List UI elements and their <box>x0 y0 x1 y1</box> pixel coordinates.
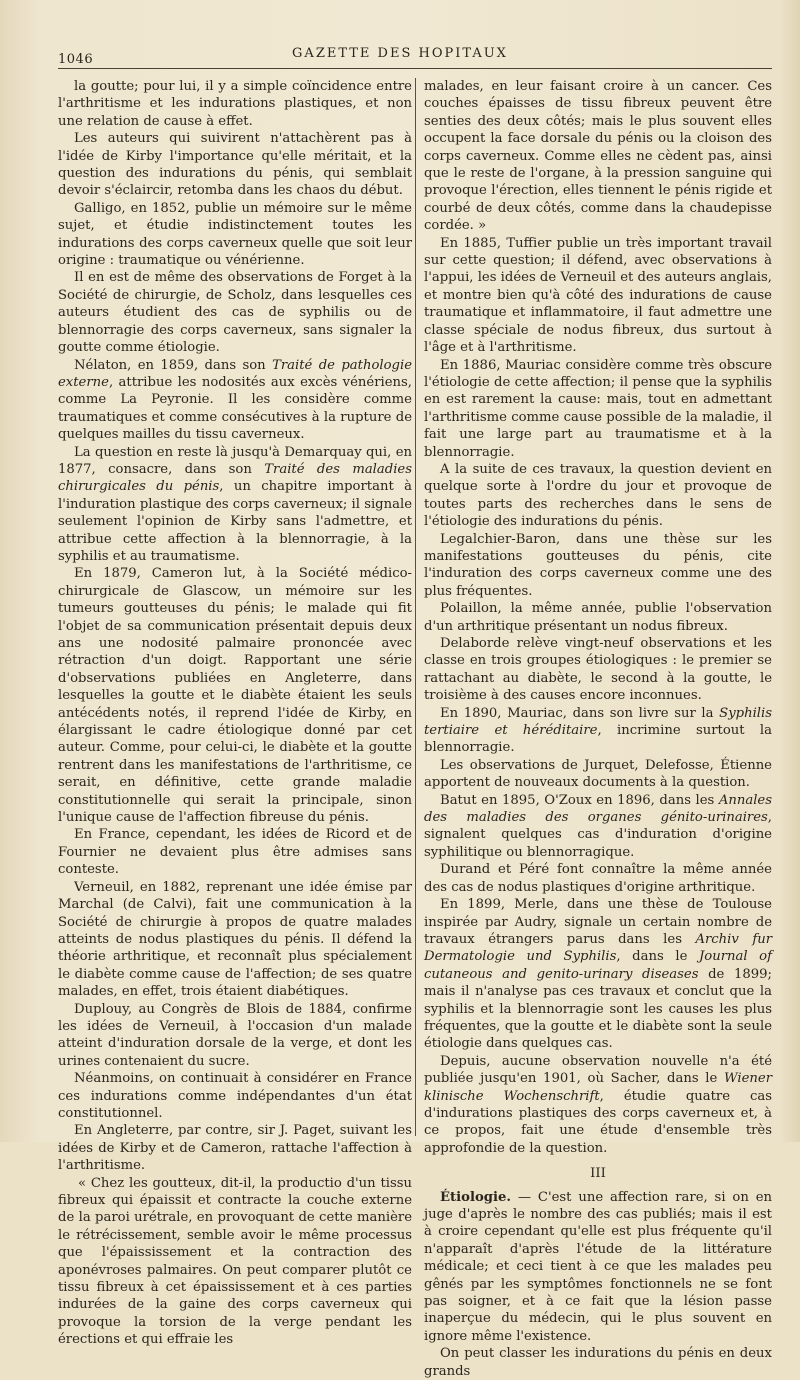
left-column <box>58 78 412 1349</box>
paragraph <box>58 357 412 444</box>
paragraph-text: Nélaton, en 1859, dans son <box>74 357 273 373</box>
paragraph-text: Batut en 1895, O'Zoux en 1896, dans les <box>440 792 719 808</box>
paragraph-text: , étudie quatre cas d'indurations plastiques des corps caverneux et, à ce propos, fait une étude d'ensemble très approfondie de la question. <box>424 1088 772 1156</box>
paragraph-text: — C'est une affection rare, si on en juge d'après le nombre des cas publiés; mais il est à croire cependant qu'elle est plus fréquente qu'il n'apparaît d'après l'étude de la littérature médicale; et ceci tient à ce que les malades peu gênés par les symptômes fonctionnels ne se font pas soigner, et à ce fait que la lésion passe inaperçue du médecin, qui le plus souvent en ignore même l'existence. <box>424 1189 772 1344</box>
paragraph-text: de 1899; mais il n'analyse pas ces travaux et conclut que la syphilis et la blennorragie sont les causes les plus fréquentes, que la goutte et le diabète sont la seule étiologie dans quelques cas. <box>424 966 772 1052</box>
section-heading: III <box>590 1166 606 1182</box>
cited-title: Annales des maladies des organes génito-urinaires <box>424 792 772 826</box>
paragraph: En 1886, Mauriac considère comme très obscure l'étiologie de cette affection; il pense que la syphilis en est rarement la cause: mais, tout en admettant l'arthritisme comme cause possible de la maladie, il fait une large part au traumatisme et à la blennorragie. <box>424 357 772 460</box>
cited-title: Archiv fur Dermatologie und Syphilis <box>424 931 772 965</box>
paragraph <box>424 1053 772 1157</box>
paragraph-text: En 1890, Mauriac, dans son livre sur la <box>440 705 720 721</box>
paragraph <box>424 705 772 757</box>
paragraph-text: , incrimine surtout la blennorragie. <box>424 723 773 756</box>
paragraph-text: Depuis, aucune observation nouvelle n'a été publiée jusqu'en 1901, où Sacher, dans le <box>424 1053 772 1087</box>
paragraph: En 1879, Cameron lut, à la Société médico-chirurgicale de Glascow, un mémoire sur les tumeurs goutteuses du pénis; le malade qui fit l'objet de sa communication présentait depuis deux ans une nodosité palmaire prononcée avec rétraction d'un doigt. Rapportant une série d'observations publiées en Angleterre, dans lesquelles la goutte et le diabète étaient les seuls antécédents notés, il reprend l'idée de Kirby, en élargissant le cadre étiologique donné par cet auteur. Comme, pour celui-ci, le diabète et la goutte rentrent dans les manifestations de l'arthritisme, ce serait, en définitive, cette grande maladie constitutionnelle qui serait la principale, sinon l'unique cause de l'affection fibreuse du pénis. <box>58 566 412 826</box>
right-column <box>424 78 772 1380</box>
paragraph <box>58 444 412 566</box>
paragraph: malades, en leur faisant croire à un cancer. Ces couches épaisses de tissu fibreux peuvent être senties des deux côtés; mais le plus souvent elles occupent la face dorsale du pénis ou la cloison des corps caverneux. Comme elles ne cèdent pas, ainsi que le reste de l'organe, à la pression sanguine qui provoque l'érection, elles tiennent le pénis rigide et courbé de deux côtés, comme dans la chaudepisse cordée. » <box>424 79 772 234</box>
running-head-title: GAZETTE DES HOPITAUX <box>292 46 508 61</box>
paragraph: Les auteurs qui suivirent n'attachèrent pas à l'idée de Kirby l'importance qu'elle méritait, et la question des indurations du pénis, qui semblait devoir s'éclaircir, retomba dans les chaos du début. <box>58 131 412 199</box>
paragraph <box>424 792 772 862</box>
paragraph: A la suite de ces travaux, la question devient en quelque sorte à l'ordre du jour et provoque de toutes parts des recherches dans le sens de l'étiologie des indurations du pénis. <box>424 461 772 530</box>
paragraph: « Chez les goutteux, dit-il, la productio d'un tissu fibreux qui épaissit et contracte la couche externe de la paroi urétrale, en provoquant de cette manière le rétrécissement, semble avoir le même processus que l'épaississement et la contraction des aponévroses palmaires. On peut comparer plutôt ce tissu fibreux à cet épaississement et à ces parties indurées de la gaine des corps caverneux qui provoque la torsion de la verge pendant les érections et qui effraie les <box>58 1175 412 1348</box>
paragraph-text: , signalent quelques cas d'induration d'origine syphilitique ou blennorragique. <box>424 810 772 860</box>
cited-title: Syphilis tertiaire et héréditaire <box>424 705 772 739</box>
paragraph: Néanmoins, on continuait à considérer en France ces indurations comme indépendantes d'un état constitutionnel. <box>58 1071 412 1121</box>
header-rule <box>58 68 772 69</box>
paragraph-text: , dans le <box>616 949 699 965</box>
paragraph: Polaillon, la même année, publie l'observation d'un arthritique présentant un nodus fibreux. <box>424 601 772 634</box>
paragraph: En Angleterre, par contre, sir J. Paget, suivant les idées de Kirby et de Cameron, rattache l'affection à l'arthritisme. <box>58 1123 412 1174</box>
paragraph: Durand et Péré font connaître la même année des cas de nodus plastiques d'origine arthritique. <box>424 862 772 895</box>
paragraph <box>424 896 772 1053</box>
paragraph: Legalchier-Baron, dans une thèse sur les manifestations goutteuses du pénis, cite l'induration des corps caverneux comme une des plus fréquentes. <box>424 531 772 599</box>
paragraph-text: , attribue les nodosités aux excès vénériens, comme La Peyronie. Il les considère comme traumatiques et comme consécutives à la rupture de quelques mailles du tissu caverneux. <box>58 374 412 443</box>
paragraph: En France, cependant, les idées de Ricord et de Fournier ne devaient plus être admises sans conteste. <box>58 827 412 878</box>
paragraph-text: , un chapitre important à l'induration plastique des corps caverneux; il signale seulement l'opinion de Kirby sans l'admettre, et attribue cette affection à la blennorragie, à la syphilis et au traumatisme. <box>58 479 412 564</box>
cited-title: Journal of cutaneous and genito-urinary diseases <box>424 949 773 982</box>
paragraph <box>424 1189 772 1346</box>
paragraph: la goutte; pour lui, il y a simple coïncidence entre l'arthritisme et les indurations plastiques, et non une relation de cause à effet. <box>58 79 412 129</box>
paragraph-text: La question en reste là jusqu'à Demarquay qui, en 1877, consacre, dans son <box>58 444 412 477</box>
cited-title: Traité de pathologie externe <box>58 357 413 390</box>
paragraph: Delaborde relève vingt-neuf observations et les classe en trois groupes étiologiques : le premier se rattachant au diabète, le second à la goutte, le troisième à des causes encore inconnues. <box>424 636 772 704</box>
paragraph: Il en est de même des observations de Forget à la Société de chirurgie, de Scholz, dans lesquelles ces auteurs étudient des cas de syphilis ou de blennorragie des corps caverneux, sans signaler la goutte comme étiologie. <box>58 270 412 356</box>
cited-title: Traité des maladies chirurgicales du pénis <box>58 461 412 495</box>
paragraph: On peut classer les indurations du pénis en deux grands <box>424 1346 772 1379</box>
paragraph: Duplouy, au Congrès de Blois de 1884, confirme les idées de Verneuil, à l'occasion d'un malade atteint d'induration dorsale de la verge, et dont les urines contenaient du sucre. <box>58 1001 412 1069</box>
paragraph-text: En 1899, Merle, dans une thèse de Toulouse inspirée par Audry, signale un certain nombre de travaux étrangers parus dans les <box>424 897 772 947</box>
paragraph: En 1885, Tuffier publie un très important travail sur cette question; il défend, avec observations à l'appui, les idées de Verneuil et des auteurs anglais, et montre bien qu'à côté des indurations de cause traumatique et inflammatoire, il faut admettre une classe spéciale de nodus fibreux, dus surtout à l'âge et à l'arthritisme. <box>424 235 772 356</box>
page-number: 1046 <box>58 52 94 67</box>
section-label: Étiologie. <box>440 1189 511 1205</box>
column-divider <box>415 78 416 1136</box>
paragraph: Galligo, en 1852, publie un mémoire sur le même sujet, et étudie indistinctement toutes les indurations des corps caverneux quelle que soit leur origine : traumatique ou vénérienne. <box>58 200 412 269</box>
cited-title: Wiener klinische Wochenschrift <box>424 1071 772 1104</box>
paragraph: Les observations de Jurquet, Delefosse, Étienne apportent de nouveaux documents à la question. <box>424 757 772 791</box>
paragraph: Verneuil, en 1882, reprenant une idée émise par Marchal (de Calvi), fait une communication à la Société de chirurgie à propos de quatre malades atteints de nodus plastiques du pénis. Il défend la théorie arthritique, et reconnaît plus spécialement le diabète comme cause de l'affection; de ses quatre malades, en effet, trois étaient diabétiques. <box>58 879 412 1000</box>
